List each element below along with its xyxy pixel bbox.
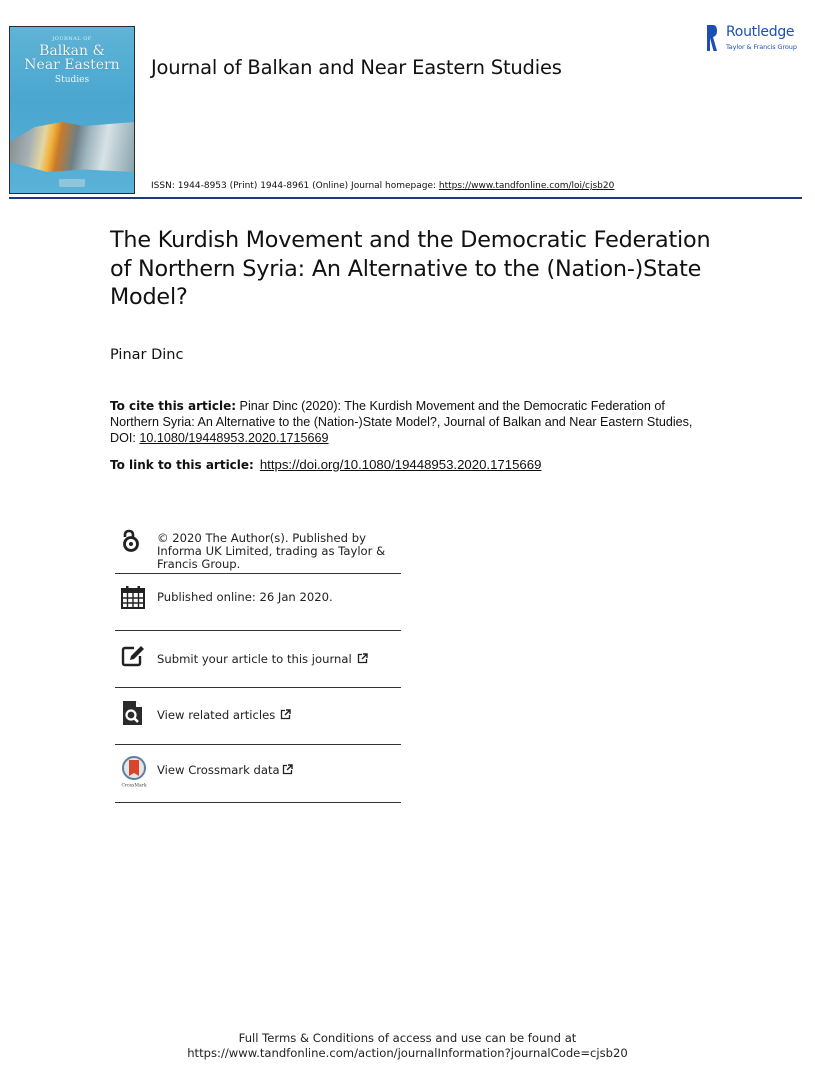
publisher-logo [706, 24, 806, 54]
article-doi-url[interactable]: https://doi.org/10.1080/19448953.2020.1715669 [259, 457, 542, 472]
published-date: Published online: 26 Jan 2020. [157, 590, 333, 604]
open-access-icon [118, 528, 144, 554]
doi-link[interactable]: 10.1080/19448953.2020.1715669 [139, 431, 329, 445]
cover-publisher-logo [59, 179, 85, 187]
journal-title: Journal of Balkan and Near Eastern Studies [151, 56, 562, 79]
link-label: To link to this article: [110, 458, 254, 472]
issn-text: ISSN: 1944-8953 (Print) 1944-8961 (Online) Journal homepage: [151, 181, 439, 191]
calendar-icon [120, 584, 146, 610]
copyright-text: © 2020 The Author(s). Published by Informa UK Limited, trading as Taylor & Francis Group. [157, 531, 386, 571]
cover-title: Balkan & Near Eastern [24, 43, 120, 73]
submit-article-row[interactable] [115, 631, 401, 688]
external-link-icon [280, 709, 291, 720]
terms-text: Full Terms & Conditions of access and use can be found at [238, 1031, 577, 1045]
external-link-icon [357, 653, 368, 664]
author-name: Pinar Dinc [110, 347, 184, 363]
cover-top-text: JOURNAL OF [52, 36, 92, 42]
publisher-group: Taylor & Francis Group [726, 43, 797, 51]
routledge-r-icon [706, 24, 718, 52]
view-crossmark-link[interactable]: View Crossmark data [157, 764, 293, 777]
article-link-line [110, 457, 541, 472]
crossmark-icon [119, 756, 149, 788]
citation [110, 398, 710, 446]
terms-footer [0, 1031, 815, 1061]
document-search-icon [120, 700, 146, 726]
published-row [115, 574, 401, 631]
submit-article-link[interactable]: Submit your article to this journal [157, 653, 368, 666]
crossmark-row[interactable] [115, 745, 401, 803]
view-related-articles-link[interactable]: View related articles [157, 709, 291, 722]
journal-cover-image [9, 26, 135, 194]
related-articles-row[interactable] [115, 688, 401, 745]
publisher-brand: Routledge [726, 24, 795, 40]
terms-url[interactable]: https://www.tandfonline.com/action/journalInformation?journalCode=cjsb20 [187, 1046, 628, 1060]
external-link-icon [282, 764, 293, 775]
article-info-list [115, 528, 401, 803]
journal-homepage-link[interactable]: https://www.tandfonline.com/loi/cjsb20 [438, 181, 615, 191]
edit-icon [120, 643, 146, 669]
cover-subtitle: Studies [54, 75, 90, 85]
cite-text: Pinar Dinc (2020): The Kurdish Movement and the Democratic Federation of Northern Syria: An Alternative to the (Nation-)State Model?, Journal of Balkan and Near Eastern Studies, DOI: [110, 399, 693, 445]
svg-text:CrossMark: CrossMark [121, 783, 147, 788]
article-title: The Kurdish Movement and the Democratic Federation of Northern Syria: An Alternative to the (Nation-)State Model? [110, 227, 711, 310]
cite-label: To cite this article: [110, 399, 237, 413]
open-access-row [115, 528, 401, 574]
header-divider [9, 197, 802, 199]
issn-line [151, 181, 614, 191]
cover-photo [10, 122, 134, 172]
